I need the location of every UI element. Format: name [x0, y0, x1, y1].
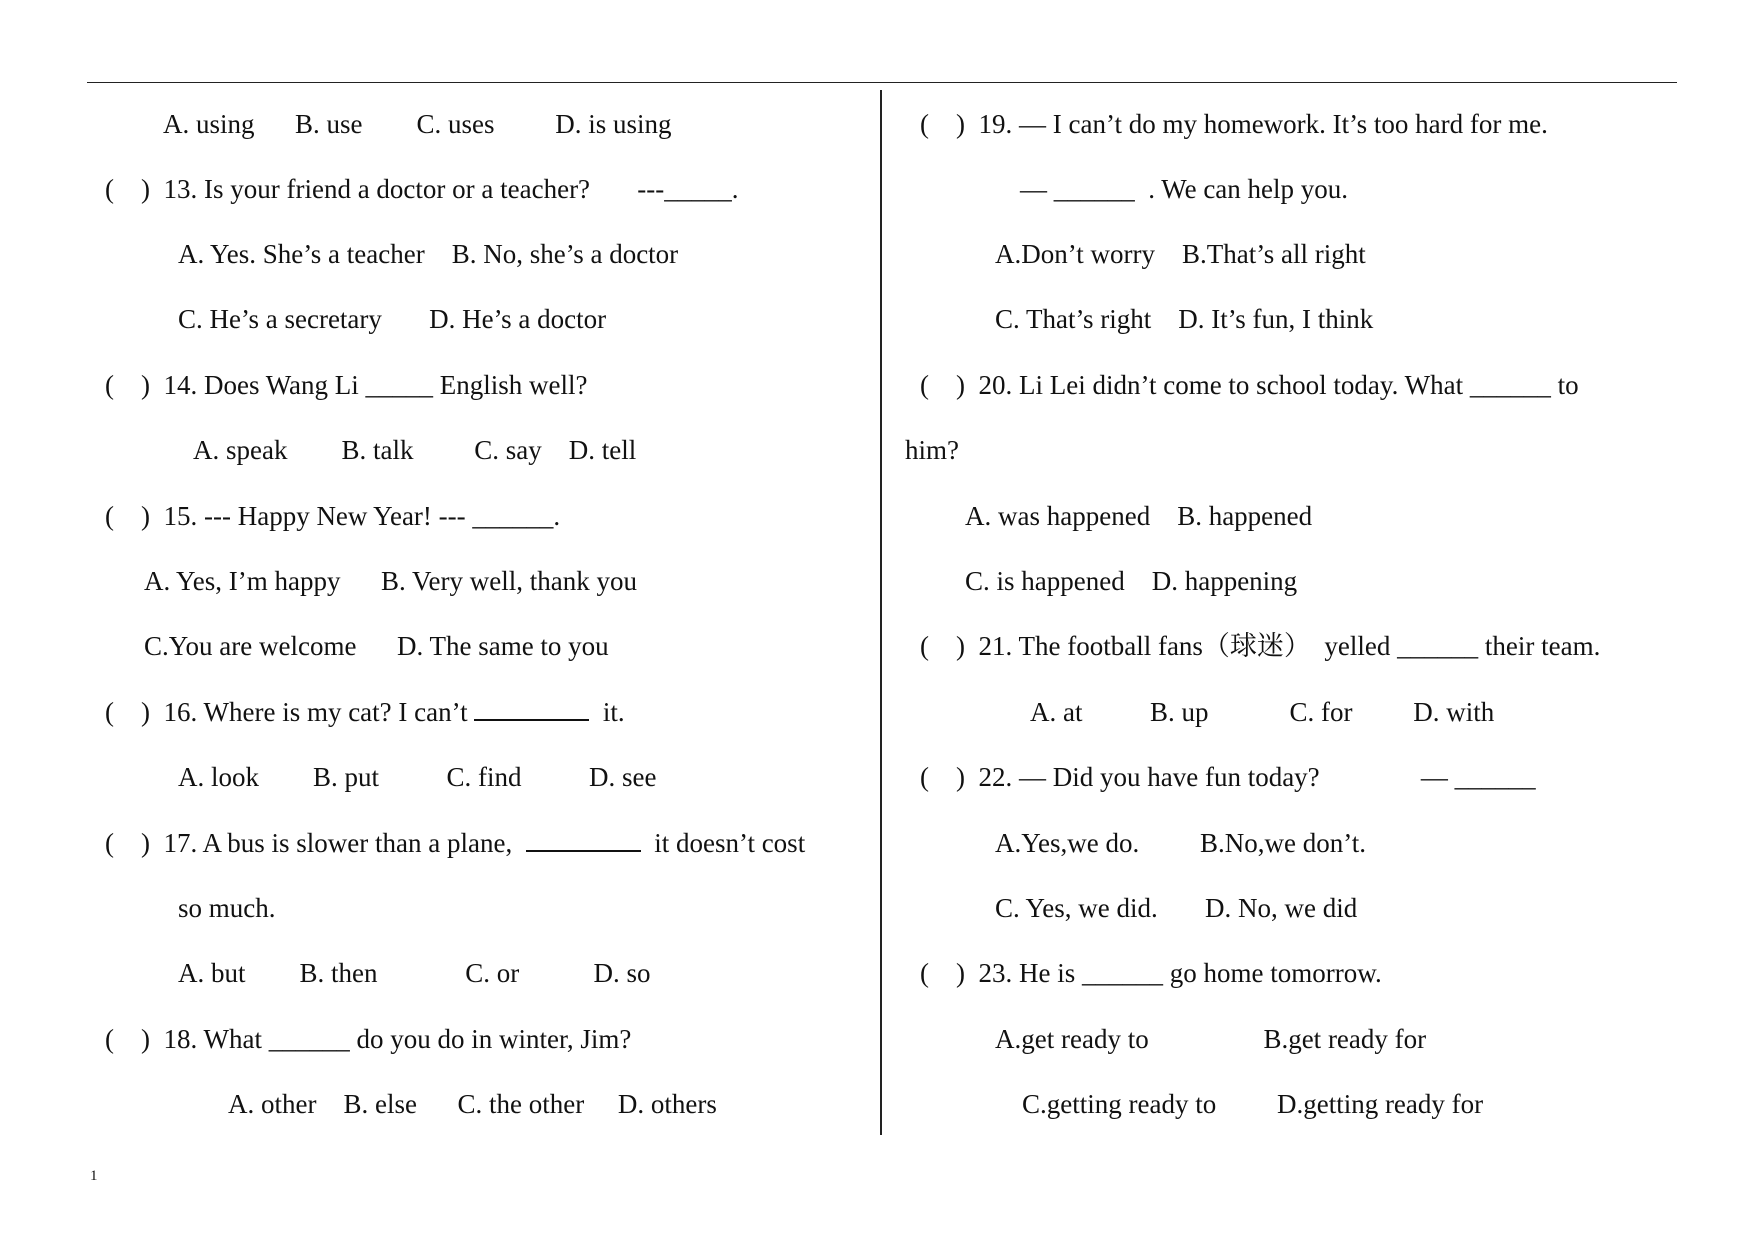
q16-answer-blank: [474, 695, 589, 721]
q19-options-ab: A.Don’t worry B.That’s all right: [995, 239, 1366, 269]
q13-options-cd: C. He’s a secretary D. He’s a doctor: [178, 304, 607, 334]
q16-options: A. look B. put C. find D. see: [178, 762, 657, 792]
q15-options-ab: A. Yes, I’m happy B. Very well, thank you: [144, 566, 637, 596]
q21-options: A. at B. up C. for D. with: [1030, 697, 1495, 727]
q20-options-ab: A. was happened B. happened: [965, 501, 1313, 531]
q16-question: [105, 695, 625, 729]
q14-options: A. speak B. talk C. say D. tell: [193, 435, 637, 465]
q22-options-cd: C. Yes, we did. D. No, we did: [995, 893, 1358, 923]
q15-options-cd: C.You are welcome D. The same to you: [144, 631, 609, 661]
q23-question: ( ) 23. He is ______ go home tomorrow.: [920, 958, 1382, 988]
q19-options-cd: C. That’s right D. It’s fun, I think: [995, 304, 1374, 334]
q17-options: A. but B. then C. or D. so: [178, 958, 651, 988]
q16-question-start: ( ) 16. Where is my cat? I can’t: [105, 697, 475, 727]
q17-question-end: it doesn’t cost: [640, 828, 806, 858]
q16-question-end: it.: [589, 697, 625, 727]
page-number: 1: [90, 1168, 98, 1184]
q23-options-ab: A.get ready to B.get ready for: [995, 1024, 1427, 1054]
q19-question: ( ) 19. — I can’t do my homework. It’s too hard for me.: [920, 109, 1548, 139]
q22-question: ( ) 22. — Did you have fun today? — ______: [920, 762, 1536, 792]
column-divider: [880, 90, 882, 1135]
q20-question-cont: him?: [905, 435, 959, 465]
q22-options-ab: A.Yes,we do. B.No,we don’t.: [995, 828, 1367, 858]
q13-question: ( ) 13. Is your friend a doctor or a teacher? ---_____.: [105, 174, 739, 204]
q20-options-cd: C. is happened D. happening: [965, 566, 1298, 596]
q14-question: ( ) 14. Does Wang Li _____ English well?: [105, 370, 588, 400]
q15-question: ( ) 15. --- Happy New Year! --- ______.: [105, 501, 561, 531]
q20-question: ( ) 20. Li Lei didn’t come to school today. What ______ to: [920, 370, 1579, 400]
q19-reply: — ______ . We can help you.: [1020, 174, 1349, 204]
q23-options-cd: C.getting ready to D.getting ready for: [1022, 1089, 1484, 1119]
q17-answer-blank: [526, 826, 641, 852]
q18-options: A. other B. else C. the other D. others: [228, 1089, 717, 1119]
q17-question-cont: so much.: [178, 893, 276, 923]
q17-question: [105, 826, 805, 860]
q21-question: ( ) 21. The football fans（球迷） yelled ______ their team.: [920, 631, 1601, 661]
header-rule: [87, 82, 1677, 83]
q18-question: ( ) 18. What ______ do you do in winter, Jim?: [105, 1024, 632, 1054]
q12-options: A. using B. use C. uses D. is using: [163, 109, 672, 139]
q17-question-start: ( ) 17. A bus is slower than a plane,: [105, 828, 526, 858]
q13-options-ab: A. Yes. She’s a teacher B. No, she’s a doctor: [178, 239, 679, 269]
